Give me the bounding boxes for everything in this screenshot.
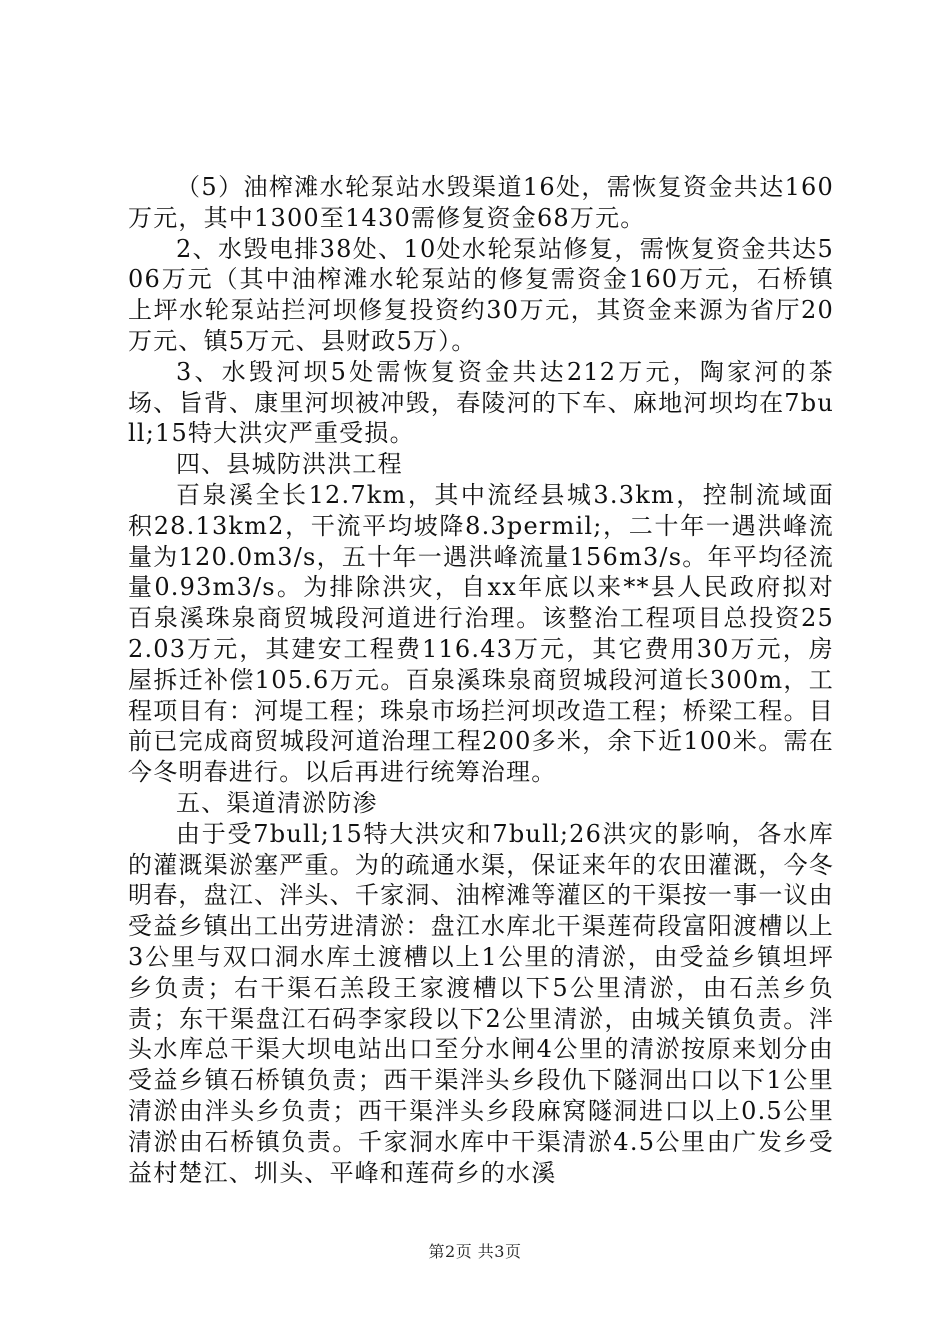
document-body	[128, 172, 834, 1188]
paragraph-baiquan-creek: 百泉溪全长12.7km，其中流经县城3.3km，控制流域面积28.13km2，干流平均坡降8.3permil;，二十年一遇洪峰流量为120.0m3/s，五十年一遇洪峰流量156m3/s。年平均径流量0.93m3/s。为排除洪灾，自xx年底以来**县人民政府拟对百泉溪珠泉商贸城段河道进行治理。该整治工程项目总投资252.03万元，其建安工程费116.43万元，其它费用30万元，房屋拆迁补偿105.6万元。百泉溪珠泉商贸城段河道长300m，工程项目有：河堤工程；珠泉市场拦河坝改造工程；桥梁工程。目前已完成商贸城段河道治理工程200多米，余下近100米。需在今冬明春进行。以后再进行统筹治理。	[128, 480, 834, 787]
section-heading-flood-control: 四、县城防洪洪工程	[176, 450, 403, 479]
section-heading-canal-dredging: 五、渠道清淤防渗	[176, 788, 378, 817]
paragraph-pump-station-repair: 2、水毁电排38处、10处水轮泵站修复，需恢复资金共达506万元（其中油榨滩水轮泵站的修复需资金160万元，石桥镇上坪水轮泵站拦河坝修复投资约30万元，其资金来源为省厅20万元、镇5万元、县财政5万）。	[128, 234, 834, 355]
paragraph-waterwheel-canals: （5）油榨滩水轮泵站水毁渠道16处，需恢复资金共达160万元，其中1300至1430需修复资金68万元。	[128, 173, 834, 232]
paragraph-river-dams: 3、水毁河坝5处需恢复资金共达212万元，陶家河的茶场、旨背、康里河坝被冲毁，春陵河的下车、麻地河坝均在7bull;15特大洪灾严重受损。	[128, 357, 834, 448]
paragraph-canal-dredging: 由于受7bull;15特大洪灾和7bull;26洪灾的影响，各水库的灌溉渠淤塞严重。为的疏通水渠，保证来年的农田灌溉，今冬明春，盘江、泮头、千家洞、油榨滩等灌区的干渠按一事一议由受益乡镇出工出劳进清淤：盘江水库北干渠莲荷段富阳渡槽以上3公里与双口洞水库土渡槽以上1公里的清淤，由受益乡镇坦坪乡负责；右干渠石羔段王家渡槽以下5公里清淤，由石羔乡负责；东干渠盘江石码李家段以下2公里清淤，由城关镇负责。泮头水库总干渠大坝电站出口至分水闸4公里的清淤按原来划分由受益乡镇石桥镇负责；西干渠泮头乡段仇下隧洞出口以下1公里清淤由泮头乡负责；西干渠泮头乡段麻窝隧洞进口以上0.5公里清淤由石桥镇负责。千家洞水库中干渠清淤4.5公里由广发乡受益村楚江、圳头、平峰和莲荷乡的水溪	[128, 819, 834, 1187]
page-number-footer: 第2页 共3页	[428, 1242, 522, 1261]
